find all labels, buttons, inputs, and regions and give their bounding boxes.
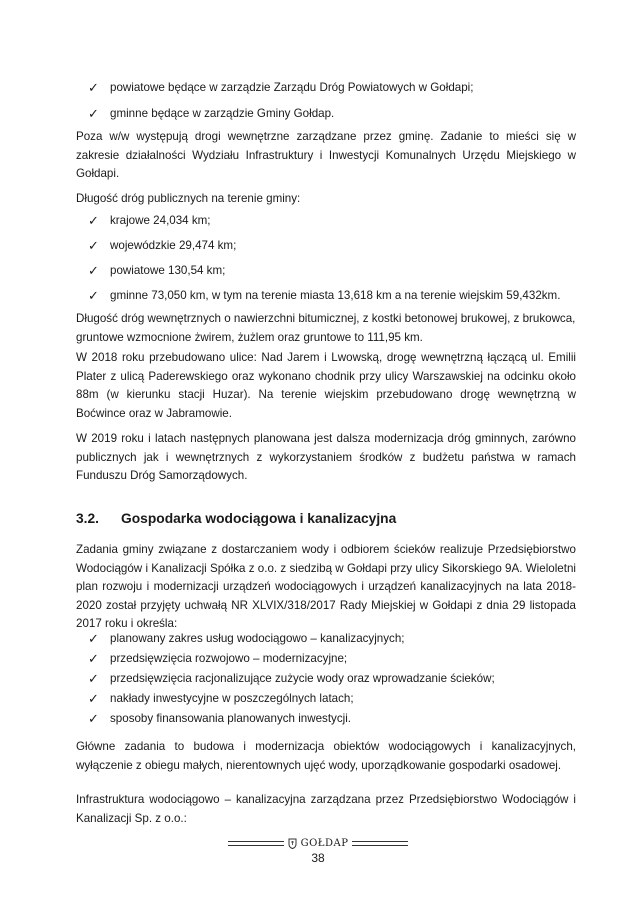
footer-logo-line — [228, 838, 409, 849]
checkmark-icon: ✓ — [88, 691, 99, 706]
page-number: 38 — [311, 851, 325, 865]
paragraph-text: W 2018 roku przebudowano ulice: Nad Jarem i Lwowską, drogę wewnętrzną łączącą ul. Emilii Plater z ulicą Paderewskiego oraz wykonano chodnik przy ulicy Warszawskiej na odcinku około 88m (w kierunku stacji Huzar). Na terenie wiejskim przebudowano drogę wewnętrzną w Boćwince oraz w Jabramowie. — [76, 351, 576, 420]
list-item — [88, 212, 576, 230]
list-item-text: wojewódzkie 29,474 km; — [110, 239, 237, 252]
list-item — [88, 237, 576, 255]
paragraph — [76, 738, 576, 775]
list-item-text: nakłady inwestycyjne w poszczególnych latach; — [110, 692, 354, 705]
paragraph — [76, 791, 576, 828]
list-item-text: powiatowe 130,54 km; — [110, 264, 226, 277]
list-item — [88, 650, 576, 668]
lengths-intro: Długość dróg publicznych na terenie gminy: — [76, 192, 301, 205]
road-admin-list — [76, 79, 576, 123]
list-item — [88, 79, 576, 97]
list-item — [88, 105, 576, 123]
checkmark-icon: ✓ — [88, 651, 99, 666]
list-item-text: powiatowe będące w zarządzie Zarządu Dróg Powiatowych w Gołdapi; — [110, 81, 474, 94]
paragraph — [76, 349, 576, 423]
checkmark-icon: ✓ — [88, 213, 99, 228]
plan-list — [76, 630, 576, 728]
checkmark-icon: ✓ — [88, 671, 99, 686]
paragraph-text: Główne zadania to budowa i modernizacja obiektów wodociągowych i kanalizacyjnych, wyłączenie z obiegu małych, nierentownych ujęć wody, uporządkowanie gospodarki osadowej. — [76, 740, 576, 772]
list-item — [88, 630, 576, 648]
list-item-text: przedsięwzięcia rozwojowo – modernizacyjne; — [110, 652, 348, 665]
checkmark-icon: ✓ — [88, 106, 99, 121]
list-item-text: planowany zakres usług wodociągowo – kanalizacyjnych; — [110, 632, 405, 645]
paragraph — [76, 128, 576, 184]
coat-of-arms-icon — [288, 838, 297, 849]
list-item-text: sposoby finansowania planowanych inwestycji. — [110, 712, 352, 725]
list-item-text: krajowe 24,034 km; — [110, 214, 211, 227]
checkmark-icon: ✓ — [88, 263, 99, 278]
footer-logo-text: GOŁDAP — [300, 838, 349, 849]
footer-rule-left — [228, 841, 284, 846]
list-item — [88, 710, 576, 728]
paragraph-text: Infrastruktura wodociągowo – kanalizacyjna zarządzana przez Przedsiębiorstwo Wodociągów i Kanalizacji Sp. z o.o.: — [76, 793, 576, 825]
list-item — [88, 690, 576, 708]
paragraph — [76, 310, 576, 347]
paragraph-text: Poza w/w występują drogi wewnętrzne zarządzane przez gminę. Zadanie to mieści się w zakresie działalności Wydziału Infrastruktury i Inwestycji Komunalnych Urzędu Miejskiego w Gołdapi. — [76, 130, 576, 180]
list-item — [88, 670, 576, 688]
paragraph-text: W 2019 roku i latach następnych planowana jest dalsza modernizacja dróg gminnych, zarówno publicznych jak i wewnętrznych z wykorzystaniem środków z budżetu państwa w ramach Funduszu Dróg Samorządowych. — [76, 432, 576, 482]
list-item — [88, 287, 576, 305]
footer-rule-right — [352, 841, 408, 846]
paragraph — [76, 190, 576, 209]
paragraph-text: Długość dróg wewnętrznych o nawierzchni bitumicznej, z kostki betonowej brukowej, z brukowca, gruntowe wzmocnione żwirem, żużlem oraz gruntowe to 111,95 km. — [76, 312, 576, 344]
paragraph-text: Zadania gminy związane z dostarczaniem wody i odbiorem ścieków realizuje Przedsiębiorstwo Wodociągów i Kanalizacji Spółka z o.o. z siedzibą w Gołdapi przy ulicy Sikorskiego 9A. Wieloletni plan rozwoju i modernizacji urządzeń wodociągowych i urządzeń kanalizacyjnych na lata 2018-2020 został przyjęty uchwałą NR XLVIX/318/2017 Rady Miejskiej w Gołdapi z dnia 29 listopada 2017 roku i określa: — [76, 543, 576, 630]
checkmark-icon: ✓ — [88, 631, 99, 646]
list-item-text: gminne 73,050 km, w tym na terenie miasta 13,618 km a na terenie wiejskim 59,432km. — [110, 289, 561, 302]
list-item-text: gminne będące w zarządzie Gminy Gołdap. — [110, 107, 335, 120]
road-length-list — [76, 212, 576, 305]
list-item — [88, 262, 576, 280]
paragraph — [76, 541, 576, 634]
section-heading — [76, 511, 396, 526]
list-item-text: przedsięwzięcia racjonalizujące zużycie wody oraz wprowadzanie ścieków; — [110, 672, 495, 685]
paragraph — [76, 430, 576, 486]
checkmark-icon: ✓ — [88, 80, 99, 95]
page-footer — [0, 836, 636, 865]
checkmark-icon: ✓ — [88, 711, 99, 726]
checkmark-icon: ✓ — [88, 238, 99, 253]
checkmark-icon: ✓ — [88, 288, 99, 303]
section-title: Gospodarka wodociągowa i kanalizacyjna — [121, 511, 397, 526]
section-number: 3.2. — [76, 511, 100, 526]
